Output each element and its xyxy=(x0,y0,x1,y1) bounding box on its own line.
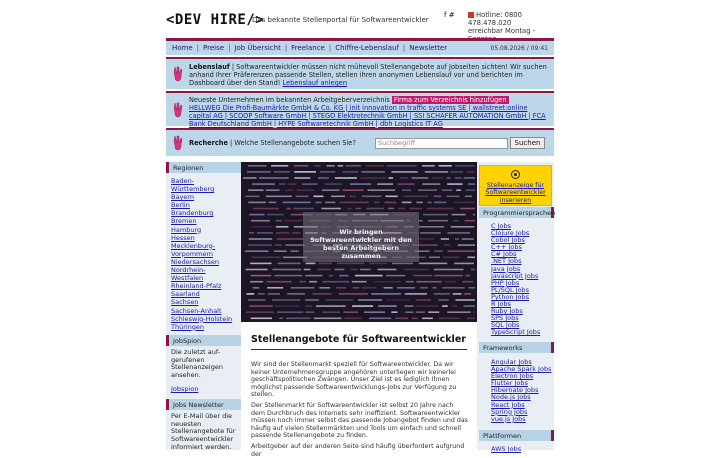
page-title: Stellenangebote für Softwareentwickler xyxy=(251,334,466,345)
region-link[interactable]: Niedersachsen xyxy=(171,257,220,266)
newsletter-heading: Jobs Newsletter xyxy=(166,399,241,410)
intro-paragraph-2: Der Stellenmarkt für Softwareentwickler ist selbst 20 Jahre nach dem Durchbruch des Internets sehr ineffizient. Softwareentwickler müssen noch immer selbst das passende Jobangebot finden und das häufig auf vielen Stellenmärkten und Tools um einfach und schnell passende Stellenangebote zu finden. xyxy=(251,402,468,440)
region-link[interactable]: Rheinland-Pfalz xyxy=(171,282,222,291)
target-icon xyxy=(511,170,520,179)
framework-job-link[interactable]: Apache Spark Jobs xyxy=(491,365,552,374)
hotline-number: Hotline: 0800 478.478.020 xyxy=(468,11,522,27)
region-link[interactable]: Mecklenburg-Vorpommern xyxy=(171,241,216,258)
site-logo[interactable]: <DEV HIRE/> xyxy=(166,12,265,28)
main-content xyxy=(241,322,477,458)
framework-job-link[interactable]: Flutter Jobs xyxy=(491,379,528,388)
hero-image xyxy=(241,162,477,322)
region-link[interactable]: Saarland xyxy=(171,290,200,299)
peace-hand-icon xyxy=(172,102,184,118)
nav-preise[interactable]: Preise xyxy=(203,44,225,52)
add-company-button[interactable]: Firma zum Verzeichnis hinzufügen xyxy=(393,96,507,104)
frameworks-heading: Frameworks xyxy=(479,342,554,353)
search-button[interactable]: Suchen xyxy=(510,137,545,149)
arbeitgeber-panel xyxy=(166,91,554,126)
language-job-link[interactable]: Python Jobs xyxy=(491,292,530,301)
region-link[interactable]: Nordrhein-Westfalen xyxy=(171,266,206,283)
region-link[interactable]: Sachsen xyxy=(171,298,199,307)
regionen-heading: Regionen xyxy=(166,162,241,173)
site-tagline: Das bekannte Stellenportal für Softwareentwickler xyxy=(252,16,429,24)
nav-chiffre-lebenslauf[interactable]: Chiffre-Lebenslauf xyxy=(335,44,399,52)
region-link[interactable]: Hessen xyxy=(171,233,195,242)
region-link[interactable]: Sachsen-Anhalt xyxy=(171,306,222,315)
language-job-link[interactable]: PHP Jobs xyxy=(491,278,520,287)
language-job-link[interactable]: Cobol Jobs xyxy=(491,236,525,245)
language-job-link[interactable]: SPS Jobs xyxy=(491,314,519,323)
jobspion-text: Die zuletzt auf-gerufenen Stellenanzeigen ansehen. xyxy=(171,347,223,380)
intro-paragraph-3: Arbeitgeber auf der anderen Seite sind häufig überfordert aufgrund der xyxy=(251,443,465,458)
current-date: 05.08.2026 / 09:41 xyxy=(490,45,548,52)
company-list[interactable]: HELLWEG Die Profi-Baumärkte GmbH & Co. KG | init innovation in traffic systems SE | wallstreet:online capital AG | SCOOP Software GmbH | STEGO Elektrotechnik GmbH | SSI SCHÄFER AUTOMATION GmbH | FCA Bank Deutschland GmbH | HYPE Softwaretechnik GmbH | dbh Logistics IT AG xyxy=(189,104,546,128)
lebenslauf-link[interactable]: Lebenslauf anlegen xyxy=(282,79,348,87)
left-sidebar xyxy=(166,162,241,450)
nav-home[interactable]: Home xyxy=(172,44,193,52)
jobspion-link[interactable]: Jobspion xyxy=(171,384,199,393)
language-job-link[interactable]: C# Jobs xyxy=(491,250,517,259)
nav-job-uebersicht[interactable]: Job Übersicht xyxy=(234,44,281,52)
peace-hand-icon xyxy=(172,66,184,82)
nav-newsletter[interactable]: Newsletter xyxy=(409,44,448,52)
region-link[interactable]: Hamburg xyxy=(171,225,202,234)
language-job-link[interactable]: C++ Jobs xyxy=(491,243,522,252)
site-header xyxy=(166,8,556,38)
framework-job-link[interactable]: Node.js Jobs xyxy=(491,393,531,402)
platform-job-link[interactable]: AWS Jobs xyxy=(491,445,522,453)
lebenslauf-panel xyxy=(166,57,554,89)
arbeitgeber-intro: Neueste Unternehmen im bekannten Arbeitgeberverzeichnis xyxy=(189,96,392,104)
title-divider xyxy=(251,349,467,350)
recherche-panel xyxy=(166,128,554,156)
framework-job-link[interactable]: Angular Jobs xyxy=(491,358,532,366)
frameworks-list xyxy=(491,359,551,423)
newsletter-text: Per E-Mail über die neuesten Stellenangebote für Softwareentwickler informiert werden. xyxy=(171,411,236,451)
region-link[interactable]: Bremen xyxy=(171,217,197,226)
post-job-ad-button[interactable] xyxy=(479,165,552,206)
programmiersprachen-heading: Programmiersprachen xyxy=(479,207,554,218)
language-job-link[interactable]: Javascript Jobs xyxy=(491,271,539,280)
language-job-link[interactable]: PL/SQL Jobs xyxy=(491,285,530,294)
framework-job-link[interactable]: Spring Jobs xyxy=(491,407,528,416)
recherche-text: | Welche Stellenangebote suchen Sie? xyxy=(227,139,356,147)
post-job-ad-label[interactable]: Stellenanzeige für Softwareentwickler inserieren xyxy=(485,182,546,204)
language-job-link[interactable]: R Jobs xyxy=(491,300,511,309)
framework-job-link[interactable]: Electron Jobs xyxy=(491,372,534,381)
search-input[interactable]: Suchbegriff xyxy=(375,138,508,149)
framework-job-link[interactable]: vue.js Jobs xyxy=(491,414,526,423)
language-job-link[interactable]: Java Jobs xyxy=(491,264,521,273)
language-job-link[interactable]: .NET Jobs xyxy=(491,257,522,266)
lebenslauf-title: Lebenslauf xyxy=(189,63,230,71)
region-link[interactable]: Brandenburg xyxy=(171,209,214,218)
social-icons[interactable]: f # xyxy=(444,11,455,19)
region-link[interactable]: Baden-Württemberg xyxy=(171,177,215,194)
phone-icon xyxy=(468,12,474,18)
framework-job-link[interactable]: Hibernate Jobs xyxy=(491,386,539,395)
region-link[interactable]: Thüringen xyxy=(171,322,205,331)
jobspion-heading: JobSpion xyxy=(166,335,241,346)
language-job-link[interactable]: TypeScript Jobs xyxy=(491,328,541,337)
language-job-link[interactable]: SQL Jobs xyxy=(491,321,520,330)
language-job-link[interactable]: C Jobs xyxy=(491,222,512,230)
region-link[interactable]: Bayern xyxy=(171,193,194,202)
framework-job-link[interactable]: React Jobs xyxy=(491,400,525,409)
lebenslauf-text: | Softwareentwickler müssen nicht mühevoll Stellenangebote auf Jobseiten sichten! Wir suchen anhand Ihrer Präferenzen passende Stellen, stellen ihren anonymen Lebenslauf vor und berichten im Dashboard über den Stand! xyxy=(189,63,547,87)
plattformen-list xyxy=(491,446,521,453)
hotline-hours: erreichbar Montag - xyxy=(468,27,536,35)
recherche-title: Recherche xyxy=(189,139,228,147)
regionen-list xyxy=(166,173,241,335)
programmiersprachen-list xyxy=(491,223,540,337)
nav-freelance[interactable]: Freelance xyxy=(291,44,325,52)
region-link[interactable]: Schleswig-Holstein xyxy=(171,314,233,323)
main-nav: Home | Preise | Job Übersicht | Freelance | Chiffre-Lebenslauf | Newsletter 05.08.2026 / 09:41 xyxy=(166,38,554,55)
plattformen-heading: Plattformen xyxy=(479,430,554,441)
hero-text: Wir bringen Softwareentwickler mit den besten Arbeitgebern zusammen xyxy=(310,228,412,260)
intro-paragraph-1: Wir sind der Stellenmarkt speziell für Softwareentwickler. Da wir keiner Unternehmensgruppe angehören unterliegen wir keinerlei geschäftspolitischen Zwängen. Unser Ziel ist es lediglich Ihnen möglichst passende Softwareentwicklungs-Jobs zur Verfügung zu stellen. xyxy=(251,361,457,399)
language-job-link[interactable]: Ruby Jobs xyxy=(491,307,523,316)
peace-hand-icon xyxy=(172,135,184,151)
right-sidebar xyxy=(477,162,556,453)
region-link[interactable]: Berlin xyxy=(171,201,190,210)
language-job-link[interactable]: Clojure Jobs xyxy=(491,229,530,238)
